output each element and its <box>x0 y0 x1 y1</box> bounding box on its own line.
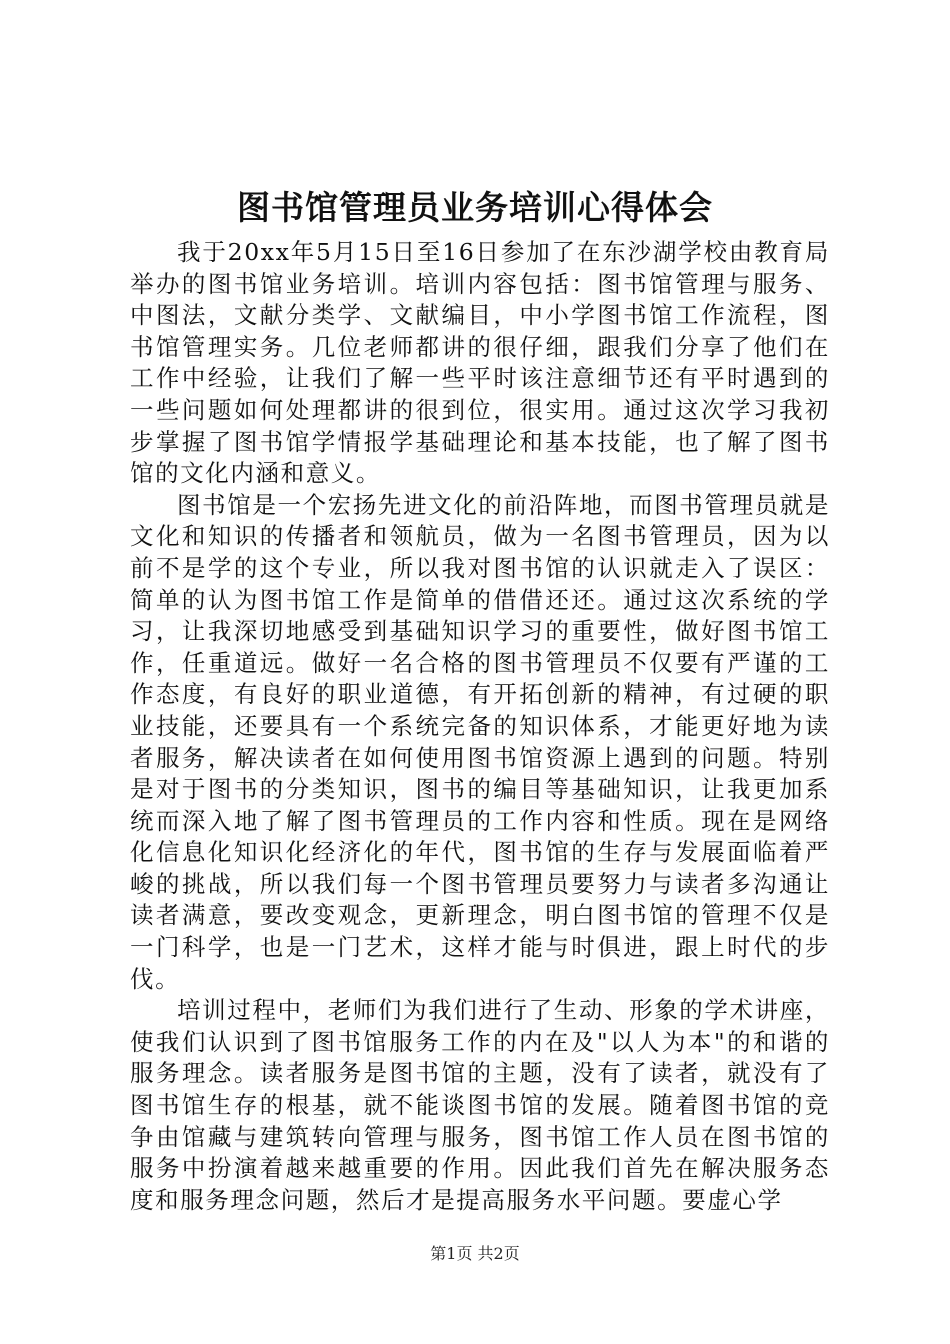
paragraph-2: 图书馆是一个宏扬先进文化的前沿阵地，而图书管理员就是文化和知识的传播者和领航员，做为一名图书管理员，因为以前不是学的这个专业，所以我对图书馆的认识就走入了误区：简单的认为图书馆工作是简单的借借还还。通过这次系统的学习，让我深切地感受到基础知识学习的重要性，做好图书馆工作，任重道远。做好一名合格的图书管理员不仅要有严谨的工作态度，有良好的职业道德，有开拓创新的精神，有过硬的职业技能，还要具有一个系统完备的知识体系，才能更好地为读者服务，解决读者在如何使用图书馆资源上遇到的问题。特别是对于图书的分类知识，图书的编目等基础知识，让我更加系统而深入地了解了图书管理员的工作内容和性质。现在是网络化信息化知识化经济化的年代，图书馆的生存与发展面临着严峻的挑战，所以我们每一个图书管理员要努力与读者多沟通让读者满意，要改变观念，更新理念，明白图书馆的管理不仅是一门科学，也是一门艺术，这样才能与时俱进，跟上时代的步伐。 <box>130 490 830 993</box>
paragraph-3: 培训过程中，老师们为我们进行了生动、形象的学术讲座，使我们认识到了图书馆服务工作的内在及"以人为本"的和谐的服务理念。读者服务是图书馆的主题，没有了读者，就没有了图书馆生存的根基，就不能谈图书馆的发展。随着图书馆的竞争由馆藏与建筑转向管理与服务，图书馆工作人员在图书馆的服务中扮演着越来越重要的作用。因此我们首先在解决服务态度和服务理念问题，然后才是提高服务水平问题。要虚心学 <box>130 996 830 1214</box>
document-title: 图书馆管理员业务培训心得体会 <box>237 188 713 227</box>
page-number-footer: 第1页 共2页 <box>430 1244 520 1263</box>
document-body <box>130 237 830 1216</box>
paragraph-1: 我于20xx年5月15日至16日参加了在东沙湖学校由教育局举办的图书馆业务培训。培训内容包括：图书馆管理与服务、中图法，文献分类学、文献编目，中小学图书馆工作流程，图书馆管理实务。几位老师都讲的很仔细，跟我们分享了他们在工作中经验，让我们了解一些平时该注意细节还有平时遇到的一些问题如何处理都讲的很到位，很实用。通过这次学习我初步掌握了图书馆学情报学基础理论和基本技能，也了解了图书馆的文化内涵和意义。 <box>130 238 830 488</box>
